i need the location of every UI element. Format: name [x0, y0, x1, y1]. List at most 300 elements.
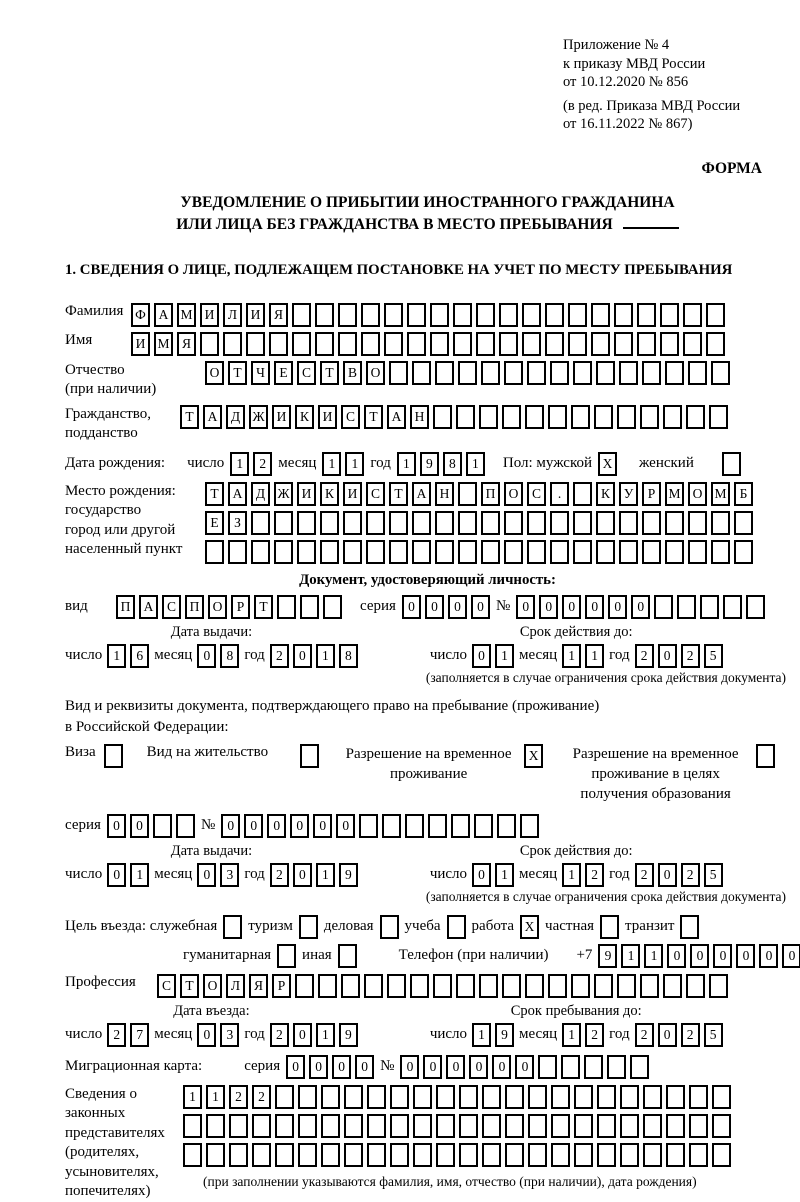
char-cell[interactable]: Р — [642, 482, 661, 506]
char-cell[interactable] — [614, 332, 633, 356]
char-cell[interactable] — [228, 540, 247, 564]
char-cell[interactable]: С — [297, 361, 316, 385]
char-cell[interactable]: 0 — [355, 1055, 374, 1079]
char-cell[interactable]: 0 — [658, 863, 677, 887]
char-cell[interactable]: 9 — [339, 863, 358, 887]
char-cell[interactable]: 3 — [220, 1023, 239, 1047]
char-cell[interactable]: 0 — [313, 814, 332, 838]
char-cell[interactable]: И — [318, 405, 337, 429]
char-cell[interactable] — [252, 1114, 271, 1138]
char-cell[interactable]: Я — [249, 974, 268, 998]
char-cell[interactable]: 0 — [290, 814, 309, 838]
char-cell[interactable]: 2 — [270, 644, 289, 668]
char-cell[interactable] — [367, 1085, 386, 1109]
char-cell[interactable] — [574, 1085, 593, 1109]
char-cell[interactable]: 1 — [107, 644, 126, 668]
char-cell[interactable]: 0 — [690, 944, 709, 968]
char-cell[interactable] — [451, 814, 470, 838]
char-cell[interactable] — [706, 303, 725, 327]
char-cell[interactable]: 9 — [495, 1023, 514, 1047]
char-cell[interactable] — [545, 303, 564, 327]
char-cell[interactable]: Е — [274, 361, 293, 385]
char-cell[interactable] — [550, 540, 569, 564]
char-cell[interactable]: Т — [254, 595, 273, 619]
char-cell[interactable]: 0 — [471, 595, 490, 619]
char-cell[interactable]: 2 — [585, 1023, 604, 1047]
char-cell[interactable]: Т — [205, 482, 224, 506]
char-cell[interactable] — [410, 974, 429, 998]
char-cell[interactable] — [550, 361, 569, 385]
char-cell[interactable] — [458, 482, 477, 506]
char-cell[interactable] — [481, 361, 500, 385]
purpose-other-checkbox[interactable] — [338, 944, 357, 968]
purpose-transit-checkbox[interactable] — [680, 915, 699, 939]
char-cell[interactable]: 0 — [286, 1055, 305, 1079]
char-cell[interactable]: 9 — [339, 1023, 358, 1047]
char-cell[interactable]: Н — [435, 482, 454, 506]
char-cell[interactable] — [269, 332, 288, 356]
char-cell[interactable]: 1 — [183, 1085, 202, 1109]
char-cell[interactable] — [338, 332, 357, 356]
char-cell[interactable]: 0 — [130, 814, 149, 838]
char-cell[interactable] — [497, 814, 516, 838]
char-cell[interactable] — [200, 332, 219, 356]
char-cell[interactable] — [573, 540, 592, 564]
char-cell[interactable] — [481, 540, 500, 564]
char-cell[interactable] — [430, 303, 449, 327]
char-cell[interactable] — [688, 511, 707, 535]
char-cell[interactable]: 1 — [562, 1023, 581, 1047]
char-cell[interactable]: Е — [205, 511, 224, 535]
char-cell[interactable] — [666, 1114, 685, 1138]
char-cell[interactable] — [407, 303, 426, 327]
char-cell[interactable] — [229, 1114, 248, 1138]
char-cell[interactable]: 0 — [539, 595, 558, 619]
char-cell[interactable] — [538, 1055, 557, 1079]
char-cell[interactable] — [643, 1085, 662, 1109]
char-cell[interactable] — [525, 405, 544, 429]
char-cell[interactable] — [642, 361, 661, 385]
char-cell[interactable]: 1 — [562, 863, 581, 887]
char-cell[interactable]: 2 — [635, 1023, 654, 1047]
char-cell[interactable] — [520, 814, 539, 838]
char-cell[interactable] — [528, 1085, 547, 1109]
char-cell[interactable] — [458, 361, 477, 385]
char-cell[interactable]: 2 — [681, 863, 700, 887]
char-cell[interactable] — [343, 540, 362, 564]
char-cell[interactable] — [366, 511, 385, 535]
char-cell[interactable] — [573, 511, 592, 535]
char-cell[interactable] — [413, 1085, 432, 1109]
char-cell[interactable] — [344, 1114, 363, 1138]
char-cell[interactable] — [459, 1085, 478, 1109]
char-cell[interactable] — [412, 511, 431, 535]
char-cell[interactable] — [433, 405, 452, 429]
char-cell[interactable] — [663, 405, 682, 429]
char-cell[interactable] — [630, 1055, 649, 1079]
char-cell[interactable]: 1 — [644, 944, 663, 968]
char-cell[interactable]: 2 — [253, 452, 272, 476]
char-cell[interactable] — [389, 511, 408, 535]
char-cell[interactable]: 1 — [316, 863, 335, 887]
char-cell[interactable] — [153, 814, 172, 838]
char-cell[interactable] — [551, 1114, 570, 1138]
char-cell[interactable] — [711, 540, 730, 564]
char-cell[interactable] — [545, 332, 564, 356]
char-cell[interactable]: 1 — [316, 1023, 335, 1047]
char-cell[interactable] — [614, 303, 633, 327]
char-cell[interactable] — [205, 540, 224, 564]
char-cell[interactable]: 0 — [293, 863, 312, 887]
char-cell[interactable]: 0 — [446, 1055, 465, 1079]
char-cell[interactable]: А — [139, 595, 158, 619]
char-cell[interactable] — [223, 332, 242, 356]
char-cell[interactable]: 1 — [397, 452, 416, 476]
char-cell[interactable] — [479, 974, 498, 998]
purpose-study-checkbox[interactable] — [447, 915, 466, 939]
char-cell[interactable] — [389, 361, 408, 385]
char-cell[interactable] — [568, 303, 587, 327]
char-cell[interactable] — [709, 405, 728, 429]
char-cell[interactable]: Т — [389, 482, 408, 506]
char-cell[interactable]: Л — [223, 303, 242, 327]
char-cell[interactable] — [573, 361, 592, 385]
char-cell[interactable] — [382, 814, 401, 838]
purpose-work-checkbox[interactable]: X — [520, 915, 539, 939]
char-cell[interactable] — [298, 1085, 317, 1109]
char-cell[interactable] — [683, 303, 702, 327]
char-cell[interactable] — [433, 974, 452, 998]
char-cell[interactable] — [637, 303, 656, 327]
char-cell[interactable]: 2 — [270, 1023, 289, 1047]
char-cell[interactable]: 1 — [206, 1085, 225, 1109]
char-cell[interactable]: А — [203, 405, 222, 429]
char-cell[interactable] — [275, 1114, 294, 1138]
char-cell[interactable]: И — [343, 482, 362, 506]
char-cell[interactable] — [617, 974, 636, 998]
char-cell[interactable] — [665, 511, 684, 535]
char-cell[interactable] — [619, 540, 638, 564]
char-cell[interactable]: 0 — [713, 944, 732, 968]
char-cell[interactable]: У — [619, 482, 638, 506]
char-cell[interactable]: 0 — [562, 595, 581, 619]
char-cell[interactable]: 1 — [130, 863, 149, 887]
char-cell[interactable] — [292, 332, 311, 356]
char-cell[interactable] — [642, 511, 661, 535]
char-cell[interactable] — [206, 1114, 225, 1138]
char-cell[interactable]: 0 — [107, 814, 126, 838]
char-cell[interactable]: 0 — [197, 863, 216, 887]
char-cell[interactable]: С — [366, 482, 385, 506]
char-cell[interactable] — [683, 332, 702, 356]
char-cell[interactable] — [482, 1085, 501, 1109]
char-cell[interactable] — [596, 361, 615, 385]
char-cell[interactable]: И — [272, 405, 291, 429]
char-cell[interactable] — [663, 974, 682, 998]
char-cell[interactable] — [364, 974, 383, 998]
char-cell[interactable] — [594, 405, 613, 429]
char-cell[interactable]: 1 — [562, 644, 581, 668]
char-cell[interactable] — [274, 511, 293, 535]
char-cell[interactable] — [643, 1114, 662, 1138]
char-cell[interactable] — [458, 511, 477, 535]
char-cell[interactable] — [300, 595, 319, 619]
char-cell[interactable]: 0 — [336, 814, 355, 838]
char-cell[interactable]: С — [157, 974, 176, 998]
char-cell[interactable]: Б — [734, 482, 753, 506]
char-cell[interactable] — [746, 595, 765, 619]
char-cell[interactable]: 0 — [293, 644, 312, 668]
char-cell[interactable]: М — [665, 482, 684, 506]
char-cell[interactable] — [619, 511, 638, 535]
char-cell[interactable]: Ж — [249, 405, 268, 429]
char-cell[interactable]: 8 — [220, 644, 239, 668]
char-cell[interactable] — [384, 303, 403, 327]
char-cell[interactable]: М — [177, 303, 196, 327]
char-cell[interactable]: 1 — [621, 944, 640, 968]
char-cell[interactable]: 1 — [495, 863, 514, 887]
char-cell[interactable]: А — [228, 482, 247, 506]
purpose-business-checkbox[interactable] — [380, 915, 399, 939]
char-cell[interactable] — [389, 540, 408, 564]
char-cell[interactable]: 8 — [339, 644, 358, 668]
char-cell[interactable] — [412, 540, 431, 564]
char-cell[interactable]: 0 — [332, 1055, 351, 1079]
char-cell[interactable]: 1 — [495, 644, 514, 668]
char-cell[interactable] — [596, 511, 615, 535]
char-cell[interactable] — [277, 595, 296, 619]
char-cell[interactable] — [568, 332, 587, 356]
char-cell[interactable] — [723, 595, 742, 619]
char-cell[interactable] — [251, 511, 270, 535]
char-cell[interactable]: 2 — [270, 863, 289, 887]
char-cell[interactable]: О — [504, 482, 523, 506]
char-cell[interactable] — [607, 1055, 626, 1079]
char-cell[interactable] — [274, 540, 293, 564]
char-cell[interactable] — [476, 332, 495, 356]
char-cell[interactable] — [660, 303, 679, 327]
char-cell[interactable] — [640, 405, 659, 429]
char-cell[interactable] — [502, 974, 521, 998]
char-cell[interactable] — [367, 1114, 386, 1138]
char-cell[interactable]: Я — [269, 303, 288, 327]
char-cell[interactable] — [505, 1085, 524, 1109]
char-cell[interactable] — [318, 974, 337, 998]
char-cell[interactable] — [405, 814, 424, 838]
char-cell[interactable] — [344, 1085, 363, 1109]
char-cell[interactable] — [571, 405, 590, 429]
char-cell[interactable]: С — [162, 595, 181, 619]
char-cell[interactable]: 0 — [267, 814, 286, 838]
char-cell[interactable] — [597, 1114, 616, 1138]
char-cell[interactable] — [574, 1114, 593, 1138]
char-cell[interactable] — [456, 405, 475, 429]
char-cell[interactable] — [474, 814, 493, 838]
char-cell[interactable] — [315, 332, 334, 356]
char-cell[interactable] — [505, 1114, 524, 1138]
char-cell[interactable]: 0 — [423, 1055, 442, 1079]
char-cell[interactable]: 0 — [107, 863, 126, 887]
char-cell[interactable]: Л — [226, 974, 245, 998]
char-cell[interactable]: 0 — [608, 595, 627, 619]
char-cell[interactable]: 1 — [585, 644, 604, 668]
char-cell[interactable]: 2 — [635, 863, 654, 887]
char-cell[interactable]: 0 — [515, 1055, 534, 1079]
char-cell[interactable]: 5 — [704, 863, 723, 887]
char-cell[interactable]: К — [320, 482, 339, 506]
temp-residence-checkbox[interactable]: X — [524, 744, 543, 768]
char-cell[interactable] — [665, 361, 684, 385]
char-cell[interactable] — [591, 303, 610, 327]
char-cell[interactable] — [321, 1114, 340, 1138]
char-cell[interactable] — [499, 303, 518, 327]
char-cell[interactable]: 0 — [585, 595, 604, 619]
char-cell[interactable]: Т — [180, 974, 199, 998]
char-cell[interactable]: 3 — [220, 863, 239, 887]
char-cell[interactable]: Я — [177, 332, 196, 356]
char-cell[interactable] — [298, 1114, 317, 1138]
char-cell[interactable]: 9 — [420, 452, 439, 476]
char-cell[interactable] — [666, 1085, 685, 1109]
char-cell[interactable]: 0 — [658, 644, 677, 668]
char-cell[interactable] — [320, 511, 339, 535]
char-cell[interactable]: 2 — [229, 1085, 248, 1109]
char-cell[interactable]: Р — [272, 974, 291, 998]
char-cell[interactable]: П — [185, 595, 204, 619]
char-cell[interactable] — [665, 540, 684, 564]
char-cell[interactable] — [548, 974, 567, 998]
char-cell[interactable] — [436, 1114, 455, 1138]
char-cell[interactable] — [435, 361, 454, 385]
char-cell[interactable]: К — [596, 482, 615, 506]
char-cell[interactable]: 0 — [197, 1023, 216, 1047]
char-cell[interactable] — [338, 303, 357, 327]
char-cell[interactable]: И — [200, 303, 219, 327]
char-cell[interactable] — [176, 814, 195, 838]
char-cell[interactable]: О — [205, 361, 224, 385]
char-cell[interactable]: 8 — [443, 452, 462, 476]
char-cell[interactable] — [476, 303, 495, 327]
char-cell[interactable] — [620, 1114, 639, 1138]
char-cell[interactable]: 0 — [448, 595, 467, 619]
char-cell[interactable]: Д — [251, 482, 270, 506]
char-cell[interactable]: 1 — [466, 452, 485, 476]
char-cell[interactable] — [571, 974, 590, 998]
char-cell[interactable] — [412, 361, 431, 385]
char-cell[interactable] — [387, 974, 406, 998]
char-cell[interactable]: 7 — [130, 1023, 149, 1047]
char-cell[interactable] — [435, 540, 454, 564]
char-cell[interactable] — [550, 511, 569, 535]
char-cell[interactable] — [677, 595, 696, 619]
char-cell[interactable]: Т — [364, 405, 383, 429]
char-cell[interactable]: 0 — [221, 814, 240, 838]
char-cell[interactable] — [527, 540, 546, 564]
char-cell[interactable]: К — [295, 405, 314, 429]
char-cell[interactable]: И — [297, 482, 316, 506]
char-cell[interactable] — [688, 361, 707, 385]
char-cell[interactable] — [456, 974, 475, 998]
visa-checkbox[interactable] — [104, 744, 123, 768]
char-cell[interactable]: 1 — [472, 1023, 491, 1047]
char-cell[interactable]: 1 — [316, 644, 335, 668]
char-cell[interactable]: И — [246, 303, 265, 327]
char-cell[interactable]: 2 — [585, 863, 604, 887]
sex-female-checkbox[interactable] — [722, 452, 741, 476]
purpose-private-checkbox[interactable] — [600, 915, 619, 939]
char-cell[interactable]: 5 — [704, 644, 723, 668]
char-cell[interactable]: О — [203, 974, 222, 998]
char-cell[interactable]: Ф — [131, 303, 150, 327]
char-cell[interactable] — [458, 540, 477, 564]
char-cell[interactable] — [315, 303, 334, 327]
char-cell[interactable] — [561, 1055, 580, 1079]
char-cell[interactable]: Н — [410, 405, 429, 429]
char-cell[interactable] — [275, 1085, 294, 1109]
char-cell[interactable] — [527, 511, 546, 535]
char-cell[interactable] — [297, 540, 316, 564]
char-cell[interactable]: В — [343, 361, 362, 385]
char-cell[interactable]: 0 — [516, 595, 535, 619]
char-cell[interactable] — [436, 1085, 455, 1109]
char-cell[interactable]: И — [131, 332, 150, 356]
char-cell[interactable]: 5 — [704, 1023, 723, 1047]
char-cell[interactable]: 6 — [130, 644, 149, 668]
char-cell[interactable] — [323, 595, 342, 619]
char-cell[interactable]: 1 — [322, 452, 341, 476]
char-cell[interactable]: 0 — [309, 1055, 328, 1079]
char-cell[interactable] — [295, 974, 314, 998]
char-cell[interactable] — [734, 511, 753, 535]
char-cell[interactable]: 1 — [230, 452, 249, 476]
char-cell[interactable]: 0 — [658, 1023, 677, 1047]
char-cell[interactable] — [619, 361, 638, 385]
char-cell[interactable] — [390, 1085, 409, 1109]
purpose-humanitarian-checkbox[interactable] — [277, 944, 296, 968]
char-cell[interactable]: 0 — [667, 944, 686, 968]
char-cell[interactable]: 0 — [472, 644, 491, 668]
char-cell[interactable] — [359, 814, 378, 838]
char-cell[interactable]: Р — [231, 595, 250, 619]
char-cell[interactable] — [522, 303, 541, 327]
char-cell[interactable] — [686, 405, 705, 429]
purpose-official-checkbox[interactable] — [223, 915, 242, 939]
char-cell[interactable]: Ж — [274, 482, 293, 506]
char-cell[interactable] — [435, 511, 454, 535]
sex-male-checkbox[interactable]: X — [598, 452, 617, 476]
char-cell[interactable] — [479, 405, 498, 429]
char-cell[interactable]: 1 — [345, 452, 364, 476]
char-cell[interactable]: П — [116, 595, 135, 619]
char-cell[interactable] — [688, 540, 707, 564]
char-cell[interactable]: Т — [180, 405, 199, 429]
char-cell[interactable] — [637, 332, 656, 356]
char-cell[interactable] — [596, 540, 615, 564]
char-cell[interactable]: 0 — [736, 944, 755, 968]
char-cell[interactable] — [183, 1114, 202, 1138]
char-cell[interactable] — [459, 1114, 478, 1138]
char-cell[interactable] — [712, 1114, 731, 1138]
char-cell[interactable] — [689, 1114, 708, 1138]
char-cell[interactable]: 0 — [782, 944, 800, 968]
char-cell[interactable] — [366, 540, 385, 564]
char-cell[interactable]: А — [412, 482, 431, 506]
char-cell[interactable] — [706, 332, 725, 356]
char-cell[interactable]: Т — [228, 361, 247, 385]
char-cell[interactable]: М — [711, 482, 730, 506]
char-cell[interactable] — [700, 595, 719, 619]
char-cell[interactable]: П — [481, 482, 500, 506]
